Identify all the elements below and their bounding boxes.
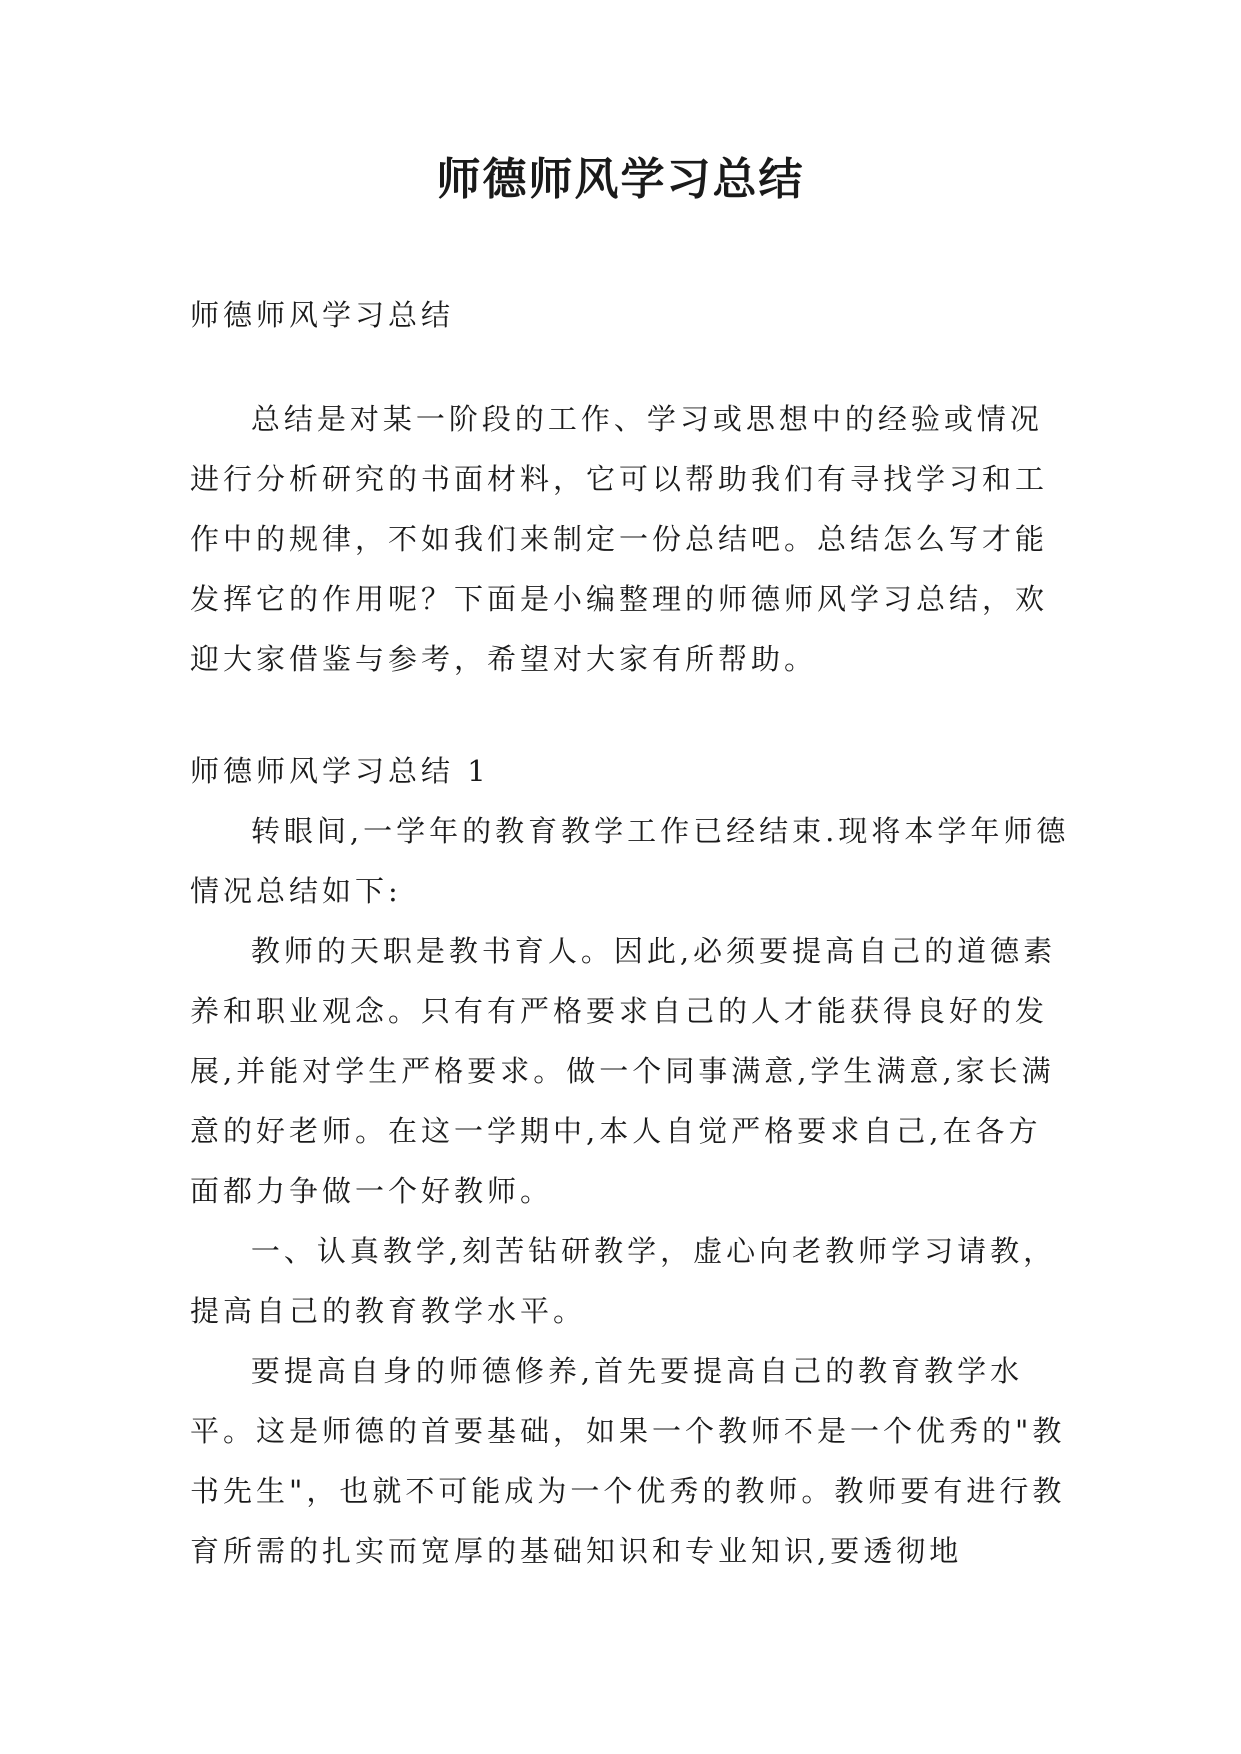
body-paragraph: 一、认真教学,刻苦钻研教学，虚心向老教师学习请教，提高自己的教育教学水平。 [190, 1234, 1057, 1328]
body-paragraph: 教师的天职是教书育人。因此,必须要提高自己的道德素养和职业观念。只有有严格要求自己的人才能获得良好的发展,并能对学生严格要求。做一个同事满意,学生满意,家长满意的好老师。在这一学期中,本人自觉严格要求自己,在各方面都力争做一个好教师。 [190, 934, 1057, 1208]
document-title: 师德师风学习总结 [436, 154, 805, 205]
document-body [190, 285, 1070, 1581]
section-spacer [190, 689, 1070, 741]
document-subtitle: 师德师风学习总结 [190, 298, 455, 332]
body-paragraph: 转眼间,一学年的教育教学工作已经结束.现将本学年师德情况总结如下: [190, 814, 1070, 908]
section-heading: 师德师风学习总结 1 [190, 754, 490, 788]
body-paragraph: 要提高自身的师德修养,首先要提高自己的教育教学水平。这是师德的首要基础，如果一个教师不是一个优秀的"教书先生"，也就不可能成为一个优秀的教师。教师要有进行教育所需的扎实而宽厚的基础知识和专业知识,要透彻地 [190, 1354, 1066, 1568]
intro-paragraph: 总结是对某一阶段的工作、学习或思想中的经验或情况进行分析研究的书面材料，它可以帮助我们有寻找学习和工作中的规律，不如我们来制定一份总结吧。总结怎么写才能发挥它的作用呢？下面是小编整理的师德师风学习总结，欢迎大家借鉴与参考，希望对大家有所帮助。 [190, 402, 1049, 676]
